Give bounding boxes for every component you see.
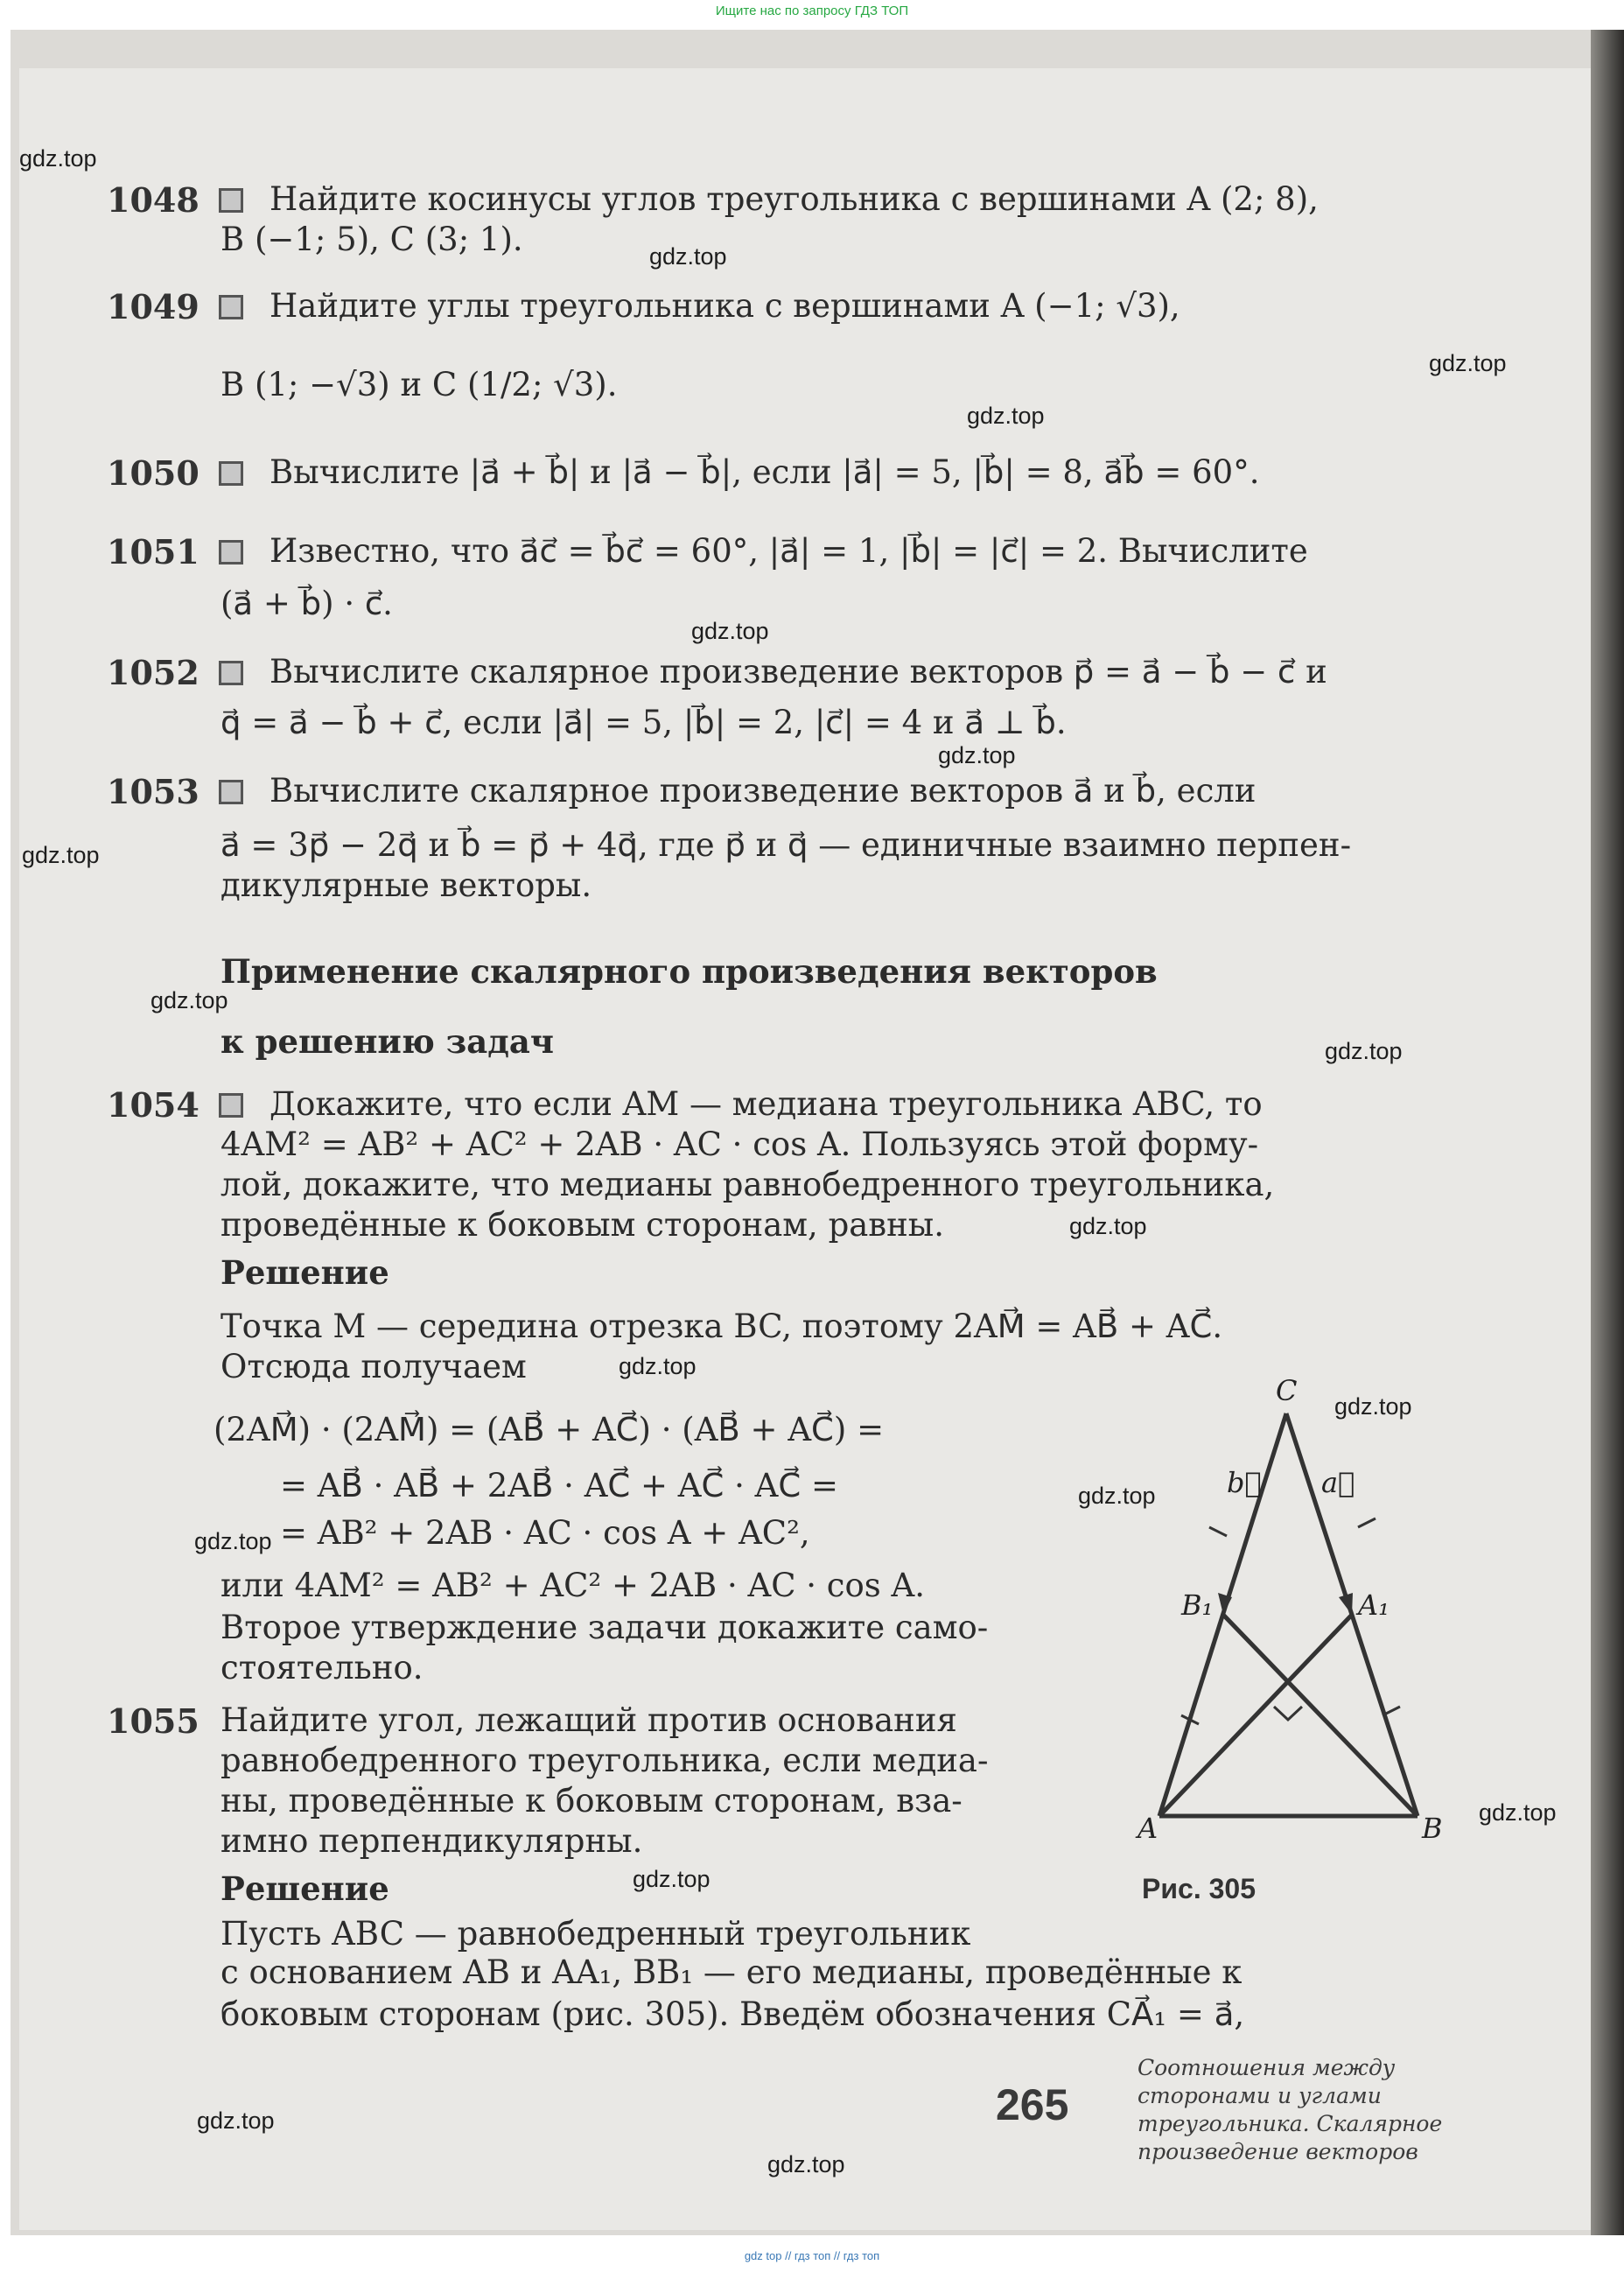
section-heading: к решению задач [220,1022,554,1061]
scan-edge [1591,30,1624,2235]
solution-1054-line: Отсюда получаем [220,1348,527,1385]
watermark: gdz.top [1479,1799,1557,1826]
problem-1048-text: Найдите косинусы углов треугольника с вершинами A (2; 8), [270,180,1319,218]
chapter-note: сторонами и углами [1138,2083,1382,2108]
chapter-note: произведение векторов [1138,2139,1418,2164]
problem-1053-text: Вычислите скалярное произведение векторов a⃗ и b⃗, если [270,772,1256,810]
watermark: gdz.top [649,243,727,270]
vertex-b-label: B [1422,1812,1443,1845]
solution-1055-line: Пусть ABC — равнобедренный треугольник [220,1915,971,1953]
watermark: gdz.top [1334,1393,1412,1420]
top-banner: Ищите нас по запросу ГДЗ ТОП [715,4,909,18]
solution-1055-line: боковым сторонам (рис. 305). Введём обозначения CA⃗₁ = a⃗, [220,1995,1245,2033]
watermark: gdz.top [633,1866,710,1892]
problem-number-1055: 1055 [107,1701,200,1741]
problem-1052-text: q⃗ = a⃗ − b⃗ + c⃗, если |a⃗| = 5, |b⃗| = 2, |c⃗| = 4 и a⃗ ⊥ b⃗. [220,704,1067,741]
solution-1054-line: (2AM⃗) · (2AM⃗) = (AB⃗ + AC⃗) · (AB⃗ + AC⃗) = [214,1411,885,1448]
watermark: gdz.top [194,1528,272,1554]
problem-1052-text: Вычислите скалярное произведение векторов p⃗ = a⃗ − b⃗ − c⃗ и [270,653,1327,691]
watermark: gdz.top [150,987,228,1013]
problem-1055-text: равнобедренного треугольника, если медиа- [220,1742,989,1779]
chapter-note: треугольника. Скалярное [1138,2111,1443,2136]
section-heading: Применение скалярного произведения векторов [220,952,1158,991]
solution-1054-line: или 4AM² = AB² + AC² + 2AB · AC · cos A. [220,1567,926,1604]
problem-1054-text: 4AM² = AB² + AC² + 2AB · AC · cos A. Пользуясь этой форму- [220,1125,1259,1163]
vector-b-label: b⃗ [1227,1466,1262,1499]
watermark: gdz.top [619,1353,696,1379]
problem-1055-text: имно перпендикулярны. [220,1822,643,1860]
figure-305 [1129,1374,1479,1864]
watermark: gdz.top [967,403,1045,429]
problem-marker-icon [219,661,243,685]
tick-mark [1358,1518,1376,1527]
figure-caption: Рис. 305 [1142,1873,1256,1904]
chapter-note: Соотношения между [1138,2055,1396,2080]
problem-number-1050: 1050 [107,453,200,493]
solution-1054-line: Точка M — середина отрезка BC, поэтому 2AM⃗ = AB⃗ + AC⃗. [220,1308,1223,1345]
problem-1053-text: a⃗ = 3p⃗ − 2q⃗ и b⃗ = p⃗ + 4q⃗, где p⃗ и q⃗ — единичные взаимно перпен- [220,826,1352,864]
solution-1054-line: = AB² + 2AB · AC · cos A + AC², [280,1514,810,1552]
problem-1055-text: ны, проведённые к боковым сторонам, вза- [220,1782,962,1820]
problem-1053-text: дикулярные векторы. [220,866,592,904]
page-number: 265 [996,2080,1069,2129]
problem-marker-icon [219,540,243,564]
solution-1054-line: стоятельно. [220,1649,424,1686]
problem-1054-text: Докажите, что если AM — медиана треугольника ABC, то [270,1085,1263,1123]
problem-number-1054: 1054 [107,1085,200,1125]
solution-1055-line: с основанием AB и AA₁, BB₁ — его медианы, проведённые к [220,1953,1242,1991]
watermark: gdz.top [1078,1483,1156,1509]
solution-1054-line: Второе утверждение задачи докажите само- [220,1609,989,1646]
problem-marker-icon [219,461,243,486]
watermark: gdz.top [197,2107,275,2134]
problem-number-1051: 1051 [107,532,200,572]
watermark: gdz.top [1069,1213,1147,1239]
triangle-side-ca [1159,1413,1286,1816]
solution-1054-line: = AB⃗ · AB⃗ + 2AB⃗ · AC⃗ + AC⃗ · AC⃗ = [280,1467,838,1504]
problem-1054-text: лой, докажите, что медианы равнобедренного треугольника, [220,1166,1275,1203]
problem-1049-text: B (1; −√3) и C (1/2; √3). [220,366,618,403]
problem-1048-text: B (−1; 5), C (3; 1). [220,221,523,258]
vector-a-arrowhead [1339,1593,1353,1615]
vertex-c-label: C [1276,1374,1298,1407]
point-b1-label: B₁ [1181,1588,1214,1622]
watermark: gdz.top [938,742,1016,768]
watermark: gdz.top [691,618,769,644]
watermark: gdz.top [22,842,100,868]
problem-1051-text: Известно, что a⃗c⃗ = b⃗c⃗ = 60°, |a⃗| = 1, |b⃗| = |c⃗| = 2. Вычислите [270,532,1308,570]
point-a1-label: A₁ [1358,1588,1390,1622]
right-angle-mark [1274,1707,1302,1720]
problem-number-1048: 1048 [107,180,200,220]
problem-marker-icon [219,188,243,213]
tick-mark [1209,1527,1227,1536]
bottom-banner: gdz top // гдз топ // гдз топ [744,2249,880,2262]
watermark: gdz.top [1325,1038,1403,1064]
problem-number-1049: 1049 [107,287,200,326]
problem-marker-icon [219,1093,243,1118]
problem-1054-text: проведённые к боковым сторонам, равны. [220,1206,945,1244]
vector-a-label: a⃗ [1321,1466,1355,1499]
problem-1055-text: Найдите угол, лежащий против основания [220,1701,957,1739]
watermark: gdz.top [19,145,97,172]
problem-1050-text: Вычислите |a⃗ + b⃗| и |a⃗ − b⃗|, если |a⃗| = 5, |b⃗| = 8, a⃗b⃗ = 60°. [270,453,1260,491]
problem-number-1052: 1052 [107,653,200,692]
solution-title: Решение [220,1253,389,1292]
problem-number-1053: 1053 [107,772,200,811]
watermark: gdz.top [767,2151,845,2177]
watermark: gdz.top [1429,350,1507,376]
solution-title: Решение [220,1869,389,1908]
problem-marker-icon [219,295,243,319]
problem-1051-text: (a⃗ + b⃗) · c⃗. [220,585,393,622]
problem-1049-text: Найдите углы треугольника с вершинами A (−1; √3), [270,287,1180,325]
vertex-a-label: A [1138,1812,1158,1845]
problem-marker-icon [219,780,243,804]
